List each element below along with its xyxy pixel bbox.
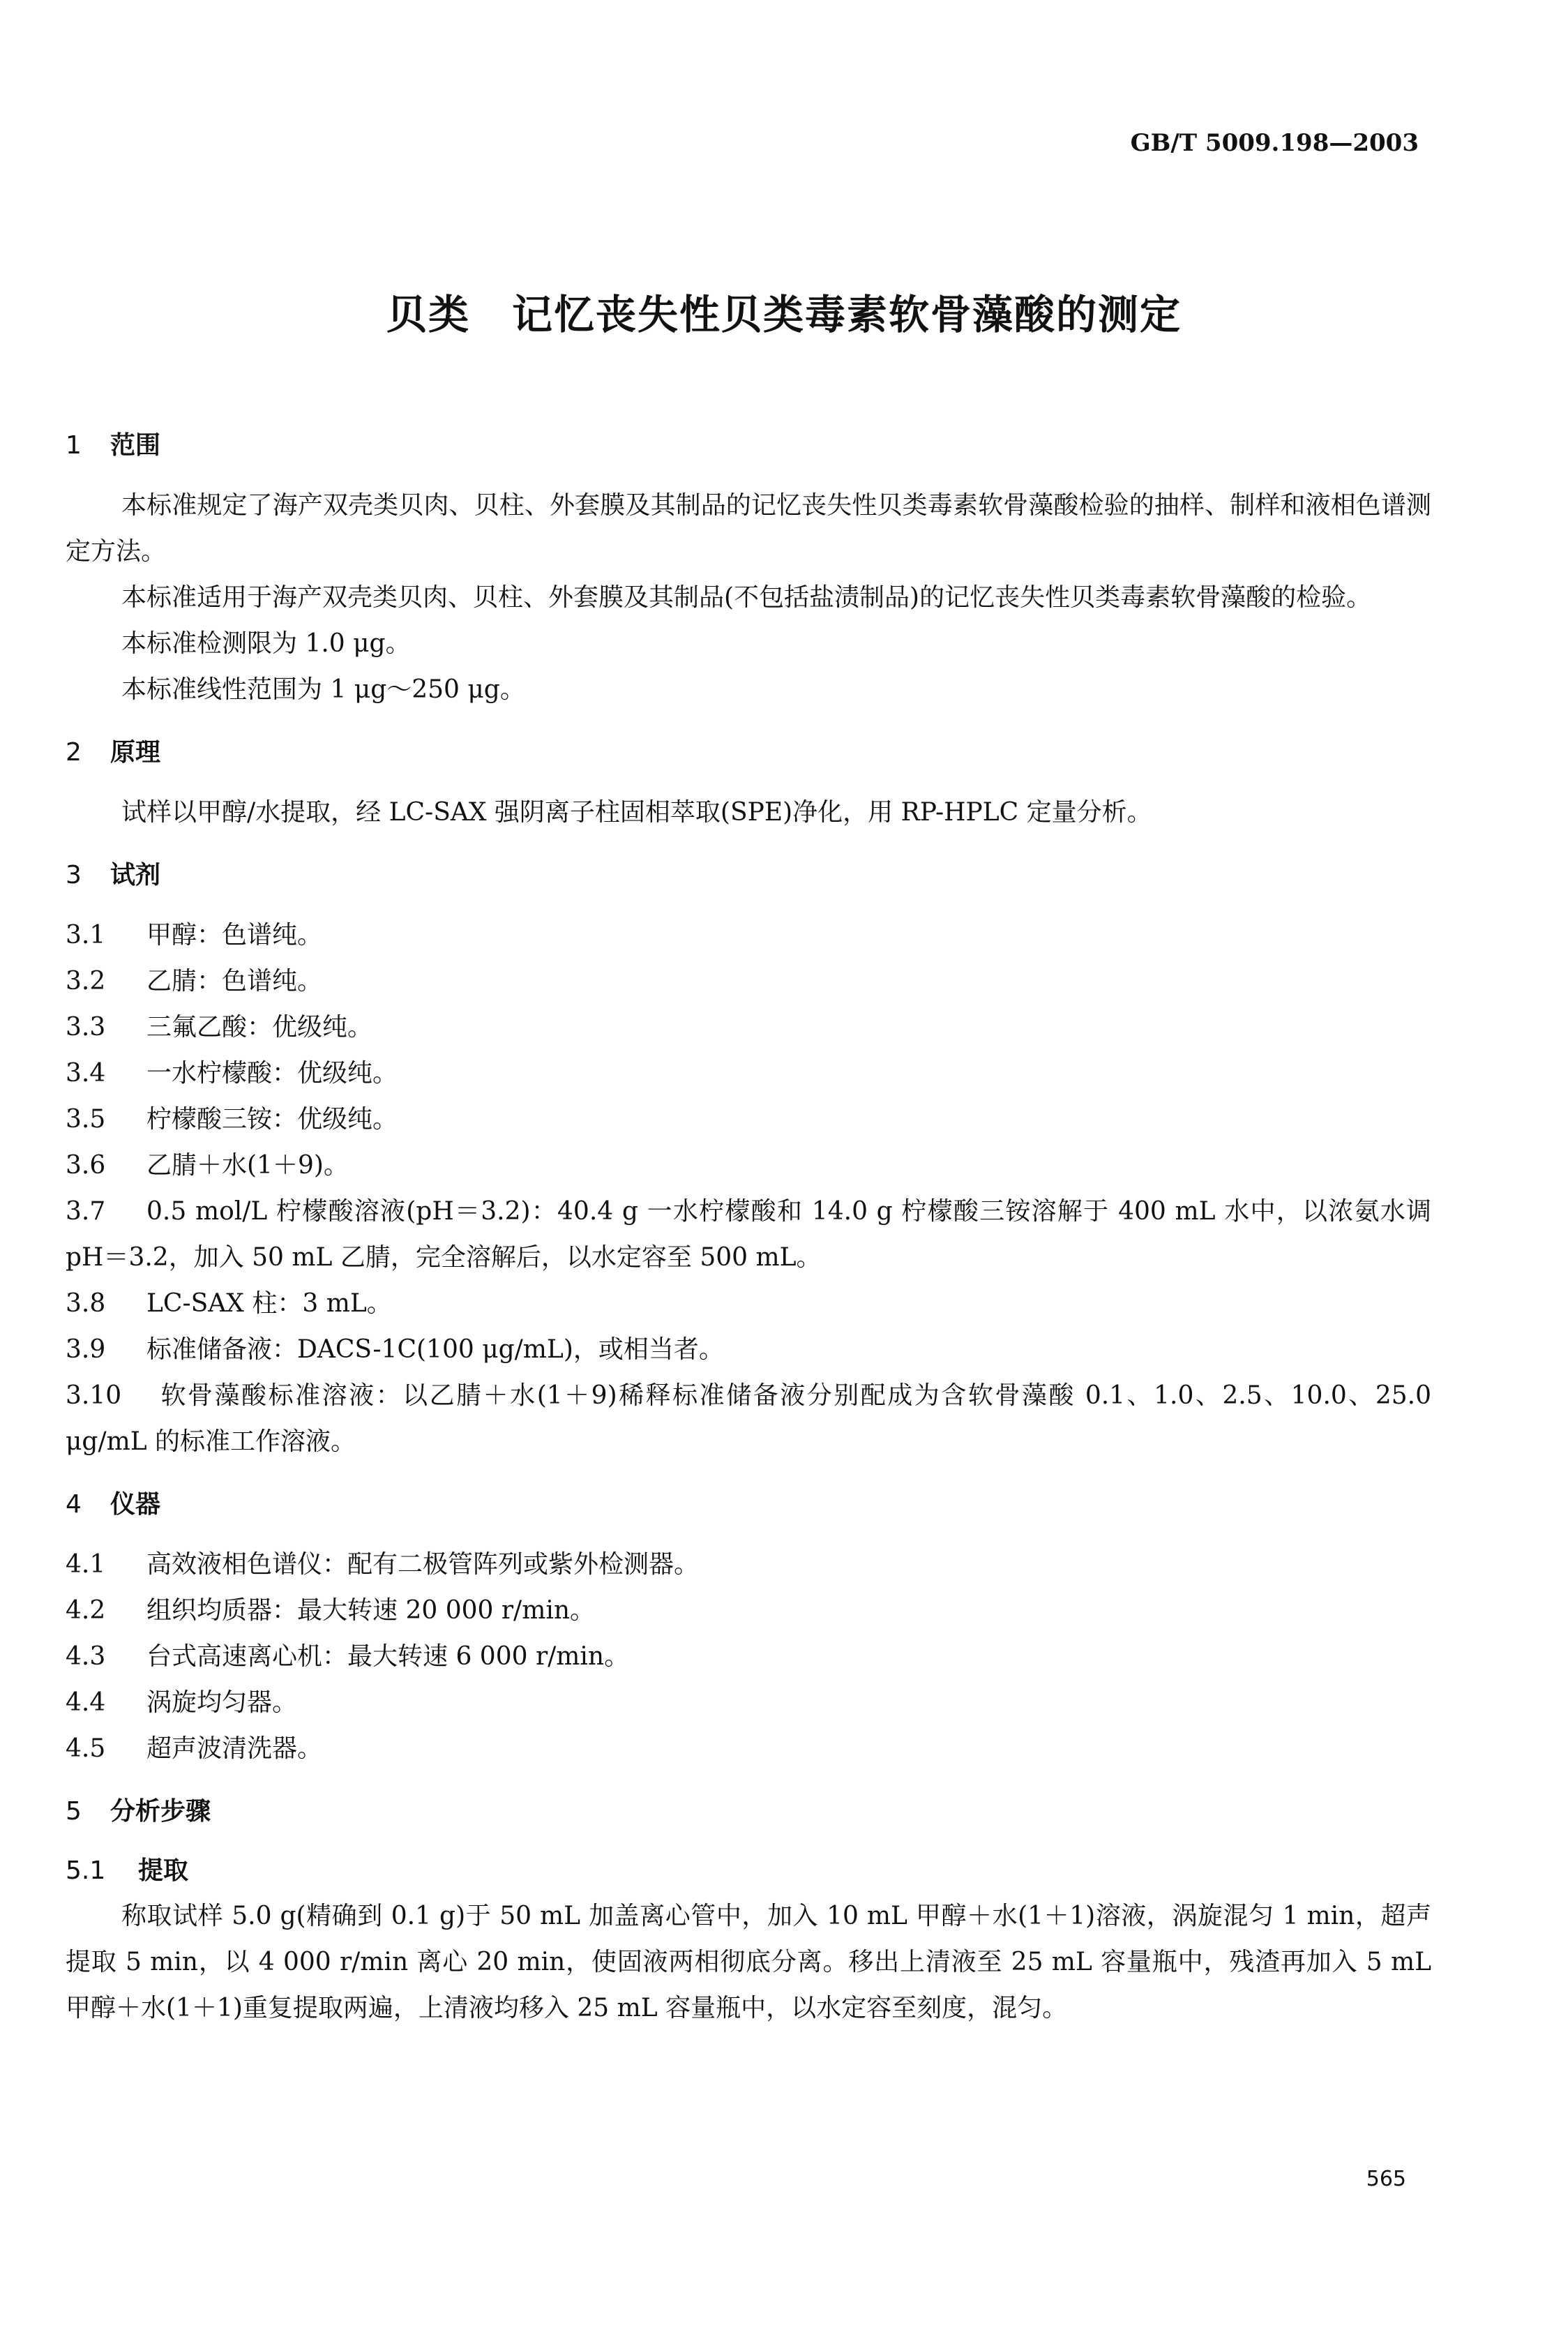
item-number: 4.3 [66, 1642, 106, 1671]
instrument-item [66, 1542, 1431, 1588]
instrument-item [66, 1680, 1431, 1726]
section-1-paragraph: 本标准规定了海产双壳类贝肉、贝柱、外套膜及其制品的记忆丧失性贝类毒素软骨藻酸检验的抽样、制样和液相色谱测定方法。 [66, 491, 1431, 566]
item-number: 3.8 [66, 1289, 106, 1318]
section-title: 范围 [110, 431, 161, 460]
reagent-item [66, 1143, 1431, 1189]
item-number: 4.5 [66, 1734, 106, 1763]
section-2-heading [66, 730, 1431, 776]
item-number: 3.5 [66, 1105, 106, 1134]
item-number: 4.4 [66, 1688, 106, 1717]
subsection-5-1-heading [66, 1849, 1431, 1893]
section-number: 3 [66, 861, 82, 889]
instrument-item [66, 1726, 1431, 1772]
section-3-heading [66, 852, 1431, 899]
item-number: 3.3 [66, 1013, 106, 1042]
instrument-item [66, 1588, 1431, 1634]
section-4-heading [66, 1482, 1431, 1528]
reagent-item [66, 1097, 1431, 1143]
item-number: 3.7 [66, 1197, 106, 1226]
reagent-item [66, 912, 1431, 959]
item-number: 3.1 [66, 921, 106, 949]
item-text: 标准储备液：DACS-1C(100 μg/mL)，或相当者。 [146, 1335, 724, 1364]
instrument-item [66, 1634, 1431, 1680]
item-text: 甲醇：色谱纯。 [146, 921, 323, 949]
reagent-item [66, 1051, 1431, 1097]
section-1-heading [66, 423, 1431, 469]
item-text: 涡旋均匀器。 [146, 1688, 298, 1717]
section-title: 原理 [110, 738, 161, 767]
reagent-item [66, 1327, 1431, 1373]
section-number: 4 [66, 1490, 82, 1519]
item-text: 乙腈＋水(1＋9)。 [146, 1151, 349, 1180]
item-text: 超声波清洗器。 [146, 1734, 323, 1763]
item-number: 3.6 [66, 1151, 106, 1180]
reagent-item [66, 1281, 1431, 1327]
section-number: 2 [66, 738, 82, 767]
section-title: 试剂 [110, 861, 161, 889]
subsection-5-1-paragraph: 称取试样 5.0 g(精确到 0.1 g)于 50 mL 加盖离心管中，加入 10 mL 甲醇＋水(1＋1)溶液，涡旋混匀 1 min，超声提取 5 min，以 4 000 r/min 离心 20 min，使固液两相彻底分离。移出上清液至 25 mL 容量瓶中，残渣再加入 5 mL 甲醇＋水(1＋1)重复提取两遍，上清液均移入 25 mL 容量瓶中，以水定容至刻度，混匀。 [66, 1902, 1431, 2022]
item-text: LC-SAX 柱：3 mL。 [146, 1289, 392, 1318]
reagent-item [66, 1005, 1431, 1051]
subsection-number: 5.1 [66, 1856, 106, 1885]
item-text: 0.5 mol/L 柠檬酸溶液(pH＝3.2)：40.4 g 一水柠檬酸和 14.0 g 柠檬酸三铵溶解于 400 mL 水中，以浓氨水调 pH＝3.2，加入 50 mL 乙腈，完全溶解后，以水定容至 500 mL。 [66, 1197, 1431, 1272]
section-1-paragraph: 本标准线性范围为 1 μg～250 μg。 [121, 675, 525, 704]
item-number: 4.1 [66, 1550, 106, 1579]
section-1-paragraph: 本标准检测限为 1.0 μg。 [121, 629, 411, 658]
section-number: 1 [66, 431, 82, 460]
subsection-title: 提取 [138, 1856, 189, 1885]
reagent-item [66, 1189, 1431, 1281]
item-text: 三氟乙酸：优级纯。 [146, 1013, 373, 1042]
reagent-item [66, 1373, 1431, 1465]
standard-number: GB/T 5009.198—2003 [1130, 129, 1419, 157]
item-text: 组织均质器：最大转速 20 000 r/min。 [146, 1596, 596, 1625]
item-number: 3.10 [66, 1381, 122, 1410]
item-text: 柠檬酸三铵：优级纯。 [146, 1105, 398, 1134]
item-number: 3.4 [66, 1059, 106, 1088]
item-text: 高效液相色谱仪：配有二极管阵列或紫外检测器。 [146, 1550, 700, 1579]
section-2-paragraph: 试样以甲醇/水提取，经 LC-SAX 强阴离子柱固相萃取(SPE)净化，用 RP-HPLC 定量分析。 [121, 798, 1152, 827]
item-text: 台式高速离心机：最大转速 6 000 r/min。 [146, 1642, 630, 1671]
reagent-item [66, 959, 1431, 1005]
item-number: 3.2 [66, 967, 106, 996]
item-number: 3.9 [66, 1335, 106, 1364]
section-title: 仪器 [110, 1490, 161, 1519]
item-text: 一水柠檬酸：优级纯。 [146, 1059, 398, 1088]
document-body [66, 423, 1431, 2031]
section-1-paragraph: 本标准适用于海产双壳类贝肉、贝柱、外套膜及其制品(不包括盐渍制品)的记忆丧失性贝类毒素软骨藻酸的检验。 [121, 583, 1372, 612]
page-number: 565 [1366, 2167, 1406, 2191]
section-number: 5 [66, 1797, 82, 1826]
item-number: 4.2 [66, 1596, 106, 1625]
section-5-heading [66, 1789, 1431, 1835]
section-title: 分析步骤 [110, 1797, 211, 1826]
item-text: 乙腈：色谱纯。 [146, 967, 323, 996]
document-title: 贝类 记忆丧失性贝类毒素软骨藻酸的测定 [386, 291, 1182, 338]
item-text: 软骨藻酸标准溶液：以乙腈＋水(1＋9)稀释标准储备液分别配成为含软骨藻酸 0.1、1.0、2.5、10.0、25.0 μg/mL 的标准工作溶液。 [66, 1381, 1431, 1456]
